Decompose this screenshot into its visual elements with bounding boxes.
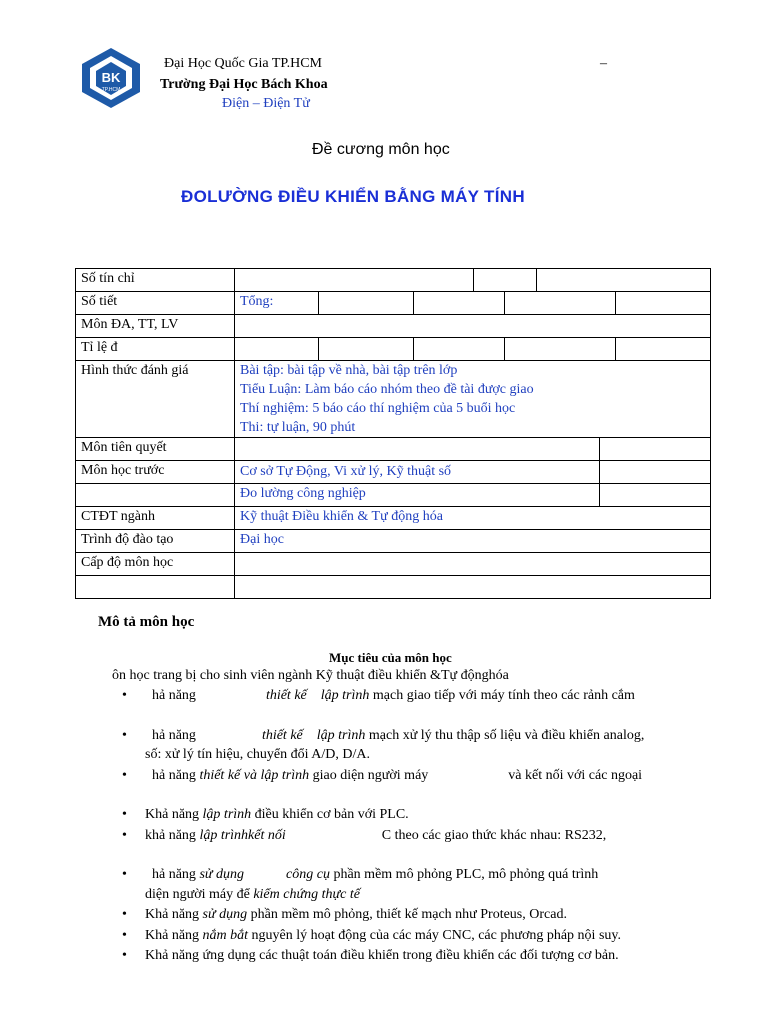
table-row (76, 292, 711, 315)
row-label: Môn ĐA, TT, LV (76, 315, 235, 338)
table-row (76, 461, 711, 484)
table-row (76, 315, 711, 338)
school-name: Trường Đại Học Bách Khoa (160, 77, 328, 92)
row-label: CTĐT ngành (76, 507, 235, 530)
row-label: Môn học trước (76, 461, 235, 484)
list-item: • Khả năng lập trình điều khiển cơ bản với PLC. (122, 807, 409, 822)
evaluation-line: Thí nghiệm: 5 báo cáo thí nghiệm của 5 buổi học (240, 401, 516, 416)
table-row (76, 338, 711, 361)
intro-text: ôn học trang bị cho sinh viên ngành Kỹ thuật điều khiển &Tự độnghóa (112, 668, 509, 683)
header-dash: – (600, 56, 607, 71)
table-row (76, 576, 711, 599)
list-item: • hả năng thiết kế và lập trình giao diện người máy và kết nối với các ngoại (122, 768, 643, 783)
row-label: Môn tiên quyết (76, 438, 235, 461)
row-value: Đo lường công nghiệp (235, 484, 600, 506)
row-label: Số tín chỉ (76, 269, 235, 292)
row-label: Cấp độ môn học (76, 553, 235, 576)
university-name: Đại Học Quốc Gia TP.HCM (164, 56, 323, 71)
university-logo (78, 46, 144, 110)
evaluation-line: Bài tập: bài tập về nhà, bài tập trên lớp (240, 363, 458, 378)
faculty-name: Điện – Điện Tử (222, 96, 310, 111)
row-value: Tổng: (235, 292, 319, 314)
list-item: • khả năng lập trìnhkết nối C theo các giao thức khác nhau: RS232, (122, 828, 607, 843)
list-item: • hả năng sử dụng công cụ phần mềm mô phỏng PLC, mô phỏng quá trình (122, 867, 599, 882)
objective-heading: Mục tiêu của môn học (329, 650, 452, 665)
list-item: • hả năng thiết kế lập trình mạch xử lý thu thập số liệu và điều khiển analog, (122, 728, 645, 743)
row-label: Tỉ lệ đ (76, 338, 235, 361)
table-row (76, 507, 711, 530)
svg-text:TP.HCM: TP.HCM (101, 87, 121, 93)
list-item: • Khả năng nắm bắt nguyên lý hoạt động của các máy CNC, các phương pháp nội suy. (122, 928, 621, 943)
list-item-continuation: số: xử lý tín hiệu, chuyển đổi A/D, D/A. (145, 747, 370, 762)
row-label: Trình độ đào tạo (76, 530, 235, 553)
evaluation-line: Tiểu Luận: Làm báo cáo nhóm theo đề tài được giao (240, 382, 534, 397)
svg-text:BK: BK (101, 70, 121, 85)
row-label (76, 484, 235, 507)
course-info-table (75, 268, 711, 599)
document-subtitle: Đề cương môn học (312, 141, 450, 158)
section-heading: Mô tả môn học (98, 614, 195, 630)
row-label: Hình thức đánh giá (76, 361, 235, 438)
row-value: Đại học (235, 530, 711, 553)
table-row (76, 484, 711, 507)
table-row (76, 553, 711, 576)
list-item: • Khả năng ứng dụng các thuật toán điều khiển trong điều khiển các đối tượng cơ bản. (122, 948, 619, 963)
table-row (76, 361, 711, 438)
row-label (76, 576, 235, 599)
row-label: Số tiết (76, 292, 235, 315)
course-title: ĐOLƯỜNG ĐIỀU KHIỂN BẰNG MÁY TÍNH (181, 187, 525, 206)
row-value: Cơ sở Tự Động, Vi xử lý, Kỹ thuật số (235, 461, 600, 483)
evaluation-line: Thi: tự luận, 90 phút (240, 420, 356, 435)
list-item-continuation: diện người máy để kiểm chứng thực tế (145, 887, 360, 902)
row-value: Kỹ thuật Điều khiển & Tự động hóa (235, 507, 711, 530)
table-row (76, 269, 711, 292)
list-item: • Khả năng sử dụng phần mềm mô phỏng, thiết kế mạch như Proteus, Orcad. (122, 907, 567, 922)
table-row (76, 438, 711, 461)
list-item: • hả năng thiết kế lập trình mạch giao tiếp với máy tính theo các rảnh cắm (122, 688, 635, 703)
table-row (76, 530, 711, 553)
